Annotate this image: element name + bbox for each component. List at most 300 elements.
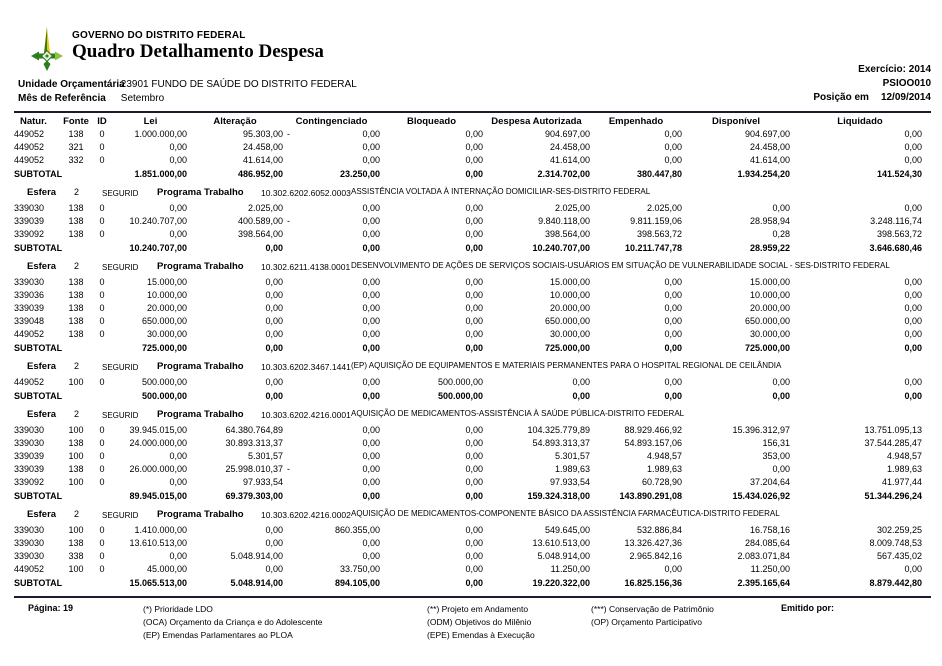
cell: 0 <box>99 451 105 461</box>
cell: 69.379.303,00 <box>225 491 283 501</box>
cell: 0,00 <box>904 391 922 401</box>
cell: 9.840.118,00 <box>538 216 590 226</box>
data-row <box>14 302 930 315</box>
data-row <box>14 524 930 537</box>
cell: 20.000,00 <box>749 303 790 313</box>
cell: 0,00 <box>362 142 380 152</box>
cell: 0,00 <box>169 155 187 165</box>
cell: 37.544.285,47 <box>864 438 922 448</box>
cell: 0,00 <box>664 343 682 353</box>
esfera-value: 2 <box>74 261 80 271</box>
programa-trabalho-code: 10.303.6202.3467.1441 <box>261 362 351 372</box>
cell: 0,00 <box>465 216 483 226</box>
cell: 0,00 <box>362 155 380 165</box>
cell: 15.000,00 <box>749 277 790 287</box>
cell: 339030 <box>14 538 45 548</box>
cell: 650.000,00 <box>744 316 790 326</box>
cell: 0,00 <box>265 391 283 401</box>
cell: 398.563,72 <box>636 229 682 239</box>
cell: 0,00 <box>465 316 483 326</box>
table-header-row <box>14 113 930 128</box>
cell: 398.563,72 <box>876 229 922 239</box>
column-header: Lei <box>143 116 158 127</box>
cell: 1.989,63 <box>554 464 590 474</box>
data-row <box>14 537 930 550</box>
cell: 15.434.026,92 <box>732 491 790 501</box>
negative-sign: - <box>287 216 290 226</box>
subtotal-label: SUBTOTAL <box>14 243 63 253</box>
cell: 88.929.466,92 <box>624 425 682 435</box>
esfera-row <box>14 403 930 424</box>
esfera-label: Esfera <box>27 187 57 198</box>
cell: 89.945.015,00 <box>129 491 187 501</box>
legend-item: (OP) Orçamento Participativo <box>591 617 703 627</box>
emitido-label: Emitido por: <box>781 603 834 613</box>
cell: 0,00 <box>465 129 483 139</box>
esfera-cell <box>14 181 930 202</box>
cell: 284.085,64 <box>744 538 790 548</box>
cell: 11.250,00 <box>750 564 790 574</box>
cell: 725.000,00 <box>544 343 590 353</box>
cell: 0,00 <box>362 290 380 300</box>
cell: 339039 <box>14 303 45 313</box>
cell: 0,00 <box>664 155 682 165</box>
cell: 2.025,00 <box>247 203 283 213</box>
legend-item: (EPE) Emendas à Execução <box>427 630 535 640</box>
cell: 339030 <box>14 203 45 213</box>
gdf-logo <box>30 26 64 77</box>
esfera-label: Esfera <box>27 409 57 420</box>
cell: 400.589,00 - <box>237 216 290 226</box>
cell: 0 <box>99 216 105 226</box>
cell: 0,00 <box>362 277 380 287</box>
column-header: Natur. <box>20 116 47 127</box>
cell: 339030 <box>14 277 45 287</box>
cell: 0 <box>99 277 105 287</box>
cell: 725.000,00 <box>744 343 790 353</box>
esfera-cell <box>14 503 930 524</box>
cell: 10.000,00 <box>549 290 590 300</box>
cell: 0,00 <box>169 551 187 561</box>
cell: 339039 <box>14 464 45 474</box>
cell: 0,00 <box>664 277 682 287</box>
posicao-line <box>813 92 931 103</box>
cell: 353,00 <box>762 451 790 461</box>
cell: 0,00 <box>465 277 483 287</box>
report-header <box>14 0 931 113</box>
cell: 0,00 <box>465 525 483 535</box>
plano-label: SEGURID <box>102 263 139 272</box>
cell: 104.325.779,89 <box>527 425 590 435</box>
cell: 904.697,00 <box>544 129 590 139</box>
cell: 138 <box>68 290 84 300</box>
cell: 23.250,00 <box>339 169 380 179</box>
esfera-label: Esfera <box>27 509 57 520</box>
data-row <box>14 424 930 437</box>
legend-item: (***) Conservação de Patrimônio <box>591 604 714 614</box>
cell: 28.958,94 <box>749 216 790 226</box>
cell: 138 <box>68 329 84 339</box>
cell: 13.610.513,00 <box>129 538 187 548</box>
column-header: Bloqueado <box>406 116 457 127</box>
cell: 24.000.000,00 <box>129 438 187 448</box>
esfera-cell <box>14 255 930 276</box>
data-row <box>14 437 930 450</box>
cell: 0,00 <box>362 491 380 501</box>
cell: 0,00 <box>465 343 483 353</box>
data-row <box>14 215 930 228</box>
data-row <box>14 289 930 302</box>
data-row <box>14 476 930 489</box>
cell: 0 <box>99 525 105 535</box>
cell: 54.893.313,37 <box>532 438 590 448</box>
cell: 339039 <box>14 216 45 226</box>
data-row <box>14 328 930 341</box>
cell: 0,00 <box>465 142 483 152</box>
cell: 5.301,57 <box>247 451 283 461</box>
cell: 100 <box>68 525 84 535</box>
cell: 143.890.291,08 <box>619 491 682 501</box>
cell: 0,00 <box>772 391 790 401</box>
cell: 725.000,00 <box>141 343 187 353</box>
cell: 339048 <box>14 316 45 326</box>
cell: 500.000,00 <box>437 377 483 387</box>
esfera-value: 2 <box>74 361 80 371</box>
cell: 5.048.914,00 <box>230 578 283 588</box>
cell: 0,00 <box>465 243 483 253</box>
cell: 2.395.165,64 <box>737 578 790 588</box>
cell: 138 <box>68 464 84 474</box>
data-row <box>14 376 930 389</box>
cell: 500.000,00 <box>141 391 187 401</box>
cell: 28.959,22 <box>749 243 790 253</box>
cell: 54.893.157,06 <box>624 438 682 448</box>
column-header: Disponível <box>711 116 761 127</box>
cell: 894.105,00 <box>334 578 380 588</box>
plano-label: SEGURID <box>102 363 139 372</box>
cell: 0,00 <box>572 391 590 401</box>
cell: 0,00 <box>465 155 483 165</box>
subtotal-row <box>14 241 930 255</box>
unidade-value: 23901 FUNDO DE SAÚDE DO DISTRITO FEDERAL <box>120 79 357 90</box>
cell: 339092 <box>14 229 45 239</box>
gdf-coat-of-arms-icon <box>30 26 64 72</box>
cell: 0,00 <box>362 303 380 313</box>
cell: 0,00 <box>465 203 483 213</box>
cell: 0,00 <box>265 303 283 313</box>
cell: 141.524,30 <box>876 169 922 179</box>
data-row <box>14 550 930 563</box>
cell: 0 <box>99 438 105 448</box>
subtotal-label: SUBTOTAL <box>14 491 63 501</box>
cell: 0,00 <box>904 155 922 165</box>
cell: 0,00 <box>169 451 187 461</box>
legend-item: (**) Projeto em Andamento <box>427 604 529 614</box>
cell: 0,00 <box>772 203 790 213</box>
cell: 159.324.318,00 <box>527 491 590 501</box>
cell: 37.204,64 <box>749 477 790 487</box>
cell: 30.000,00 <box>549 329 590 339</box>
cell: 100 <box>68 425 84 435</box>
cell: 0,00 <box>772 464 790 474</box>
cell: 30.000,00 <box>146 329 187 339</box>
esfera-cell <box>14 403 930 424</box>
cell: 449052 <box>14 564 45 574</box>
data-row <box>14 563 930 576</box>
cell: 0 <box>99 477 105 487</box>
cell: 0,00 <box>465 477 483 487</box>
cell: 0,28 <box>772 229 790 239</box>
cell: 0,00 <box>169 229 187 239</box>
column-header: Liquidado <box>837 116 883 127</box>
cell: 449052 <box>14 329 45 339</box>
report-footer <box>14 596 931 642</box>
cell: 449052 <box>14 142 45 152</box>
cell: 0,00 <box>904 290 922 300</box>
report-title: Quadro Detalhamento Despesa <box>72 41 324 62</box>
data-row <box>14 202 930 215</box>
programa-trabalho-label: Programa Trabalho <box>157 509 244 520</box>
cell: 39.945.015,00 <box>129 425 187 435</box>
data-row <box>14 154 930 167</box>
cell: 0 <box>99 538 105 548</box>
cell: 45.000,00 <box>146 564 187 574</box>
cell: 0,00 <box>465 425 483 435</box>
esfera-row <box>14 181 930 202</box>
cell: 0,00 <box>265 538 283 548</box>
cell: 11.250,00 <box>550 564 590 574</box>
cell: 13.751.095,13 <box>864 425 922 435</box>
cell: 0 <box>99 425 105 435</box>
negative-sign: - <box>287 129 290 139</box>
unidade-label: Unidade Orçamentária <box>18 79 125 90</box>
cell: 0,00 <box>362 464 380 474</box>
cell: 0,00 <box>362 229 380 239</box>
programa-trabalho-label: Programa Trabalho <box>157 261 244 272</box>
posicao-label: Posição em <box>813 92 869 103</box>
cell: 51.344.296,24 <box>864 491 922 501</box>
subtotal-label: SUBTOTAL <box>14 169 63 179</box>
esfera-value: 2 <box>74 509 80 519</box>
cell: 24.458,00 <box>242 142 283 152</box>
cell: 449052 <box>14 377 45 387</box>
programa-descricao: DESENVOLVIMENTO DE AÇÕES DE SERVIÇOS SOCIAIS-USUÁRIOS EM SITUAÇÃO DE VULNERABILIDADE SOCIAL - SES-DISTRITO FEDERAL <box>351 261 890 270</box>
page-value: 19 <box>63 603 74 613</box>
cell: 860.355,00 <box>334 525 380 535</box>
subtotal-label: SUBTOTAL <box>14 578 63 588</box>
cell: 100 <box>68 477 84 487</box>
esfera-value: 2 <box>74 409 80 419</box>
legend-item: (OCA) Orçamento da Criança e do Adolescente <box>143 617 323 627</box>
cell: 0,00 <box>664 316 682 326</box>
cell: 449052 <box>14 129 45 139</box>
cell: 0,00 <box>465 329 483 339</box>
programa-descricao: AQUISIÇÃO DE MEDICAMENTOS-COMPONENTE BÁSICO DA ASSISTÊNCIA FARMACÊUTICA-DISTRITO FEDERAL <box>351 509 780 518</box>
cell: 138 <box>68 316 84 326</box>
cell: 0,00 <box>904 129 922 139</box>
esfera-value: 2 <box>74 187 80 197</box>
cell: 13.610.513,00 <box>532 538 590 548</box>
subtotal-label: SUBTOTAL <box>14 391 63 401</box>
cell: 338 <box>68 551 84 561</box>
programa-descricao: (EP) AQUISIÇÃO DE EQUIPAMENTOS E MATERIAIS PERMANENTES PARA O HOSPITAL REGIONAL DE CEILÂNDIA <box>351 361 782 370</box>
cell: 0,00 <box>904 329 922 339</box>
cell: 20.000,00 <box>146 303 187 313</box>
government-name: GOVERNO DO DISTRITO FEDERAL <box>72 30 246 41</box>
cell: 5.048.914,00 <box>537 551 590 561</box>
cell: 321 <box>68 142 84 152</box>
expense-table <box>14 113 930 590</box>
cell: 339036 <box>14 290 45 300</box>
cell: 380.447,80 <box>636 169 682 179</box>
cell: 5.048.914,00 <box>230 551 283 561</box>
cell: 41.977,44 <box>881 477 922 487</box>
subtotal-label: SUBTOTAL <box>14 343 63 353</box>
cell: 0,00 <box>904 203 922 213</box>
cell: 0,00 <box>265 564 283 574</box>
cell: 15.000,00 <box>549 277 590 287</box>
cell: 20.000,00 <box>549 303 590 313</box>
mes-label: Mês de Referência <box>18 93 106 104</box>
cell: 0,00 <box>362 243 380 253</box>
cell: 0,00 <box>362 343 380 353</box>
cell: 24.458,00 <box>749 142 790 152</box>
programa-descricao: ASSISTÊNCIA VOLTADA À INTERNAÇÃO DOMICILIAR-SES-DISTRITO FEDERAL <box>351 187 651 196</box>
table-body <box>14 128 930 590</box>
cell: 33.750,00 <box>339 564 380 574</box>
cell: 0,00 <box>572 377 590 387</box>
cell: 16.825.156,36 <box>624 578 682 588</box>
cell: 0,00 <box>904 277 922 287</box>
cell: 0,00 <box>465 538 483 548</box>
cell: 0,00 <box>362 129 380 139</box>
esfera-row <box>14 355 930 376</box>
cell: 25.998.010,37 - <box>225 464 290 474</box>
mes-line <box>18 93 164 104</box>
cell: 100 <box>68 377 84 387</box>
cell: 0,00 <box>664 391 682 401</box>
cell: 138 <box>68 303 84 313</box>
cell: 0,00 <box>169 477 187 487</box>
data-row <box>14 276 930 289</box>
esfera-label: Esfera <box>27 261 57 272</box>
cell: 0 <box>99 129 105 139</box>
cell: 0,00 <box>465 229 483 239</box>
legend-item: (*) Prioridade LDO <box>143 604 213 614</box>
cell: 0,00 <box>465 564 483 574</box>
cell: 2.083.071,84 <box>737 551 790 561</box>
cell: 30.000,00 <box>749 329 790 339</box>
cell: 4.948,57 <box>646 451 682 461</box>
cell: 500.000,00 <box>141 377 187 387</box>
cell: 1.934.254,20 <box>737 169 790 179</box>
cell: 41.614,00 <box>749 155 790 165</box>
cell: 0,00 <box>904 564 922 574</box>
cell: 2.965.842,16 <box>629 551 682 561</box>
cell: 15.065.513,00 <box>129 578 187 588</box>
cell: 0,00 <box>362 377 380 387</box>
cell: 8.879.442,80 <box>869 578 922 588</box>
esfera-cell <box>14 355 930 376</box>
cell: 339030 <box>14 525 45 535</box>
cell: 0,00 <box>664 564 682 574</box>
cell: 449052 <box>14 155 45 165</box>
cell: 97.933,54 <box>549 477 590 487</box>
cell: 10.240.707,00 <box>129 243 187 253</box>
cell: 156,31 <box>762 438 790 448</box>
esfera-content <box>14 260 930 274</box>
cell: 138 <box>68 277 84 287</box>
cell: 486.952,00 <box>237 169 283 179</box>
page-number <box>14 603 143 613</box>
cell: 30.893.313,37 <box>225 438 283 448</box>
cell: 0 <box>99 303 105 313</box>
cell: 650.000,00 <box>141 316 187 326</box>
cell: 0,00 <box>265 277 283 287</box>
cell: 10.240.707,00 <box>532 243 590 253</box>
cell: 0,00 <box>664 142 682 152</box>
cell: 0,00 <box>362 538 380 548</box>
cell: 41.614,00 <box>549 155 590 165</box>
esfera-row <box>14 503 930 524</box>
cell: 0,00 <box>265 290 283 300</box>
cell: 15.396.312,97 <box>732 425 790 435</box>
cell: 0 <box>99 564 105 574</box>
cell: 1.989,63 <box>886 464 922 474</box>
cell: 0,00 <box>362 329 380 339</box>
cell: 3.248.116,74 <box>870 216 922 226</box>
cell: 100 <box>68 564 84 574</box>
cell: 10.000,00 <box>146 290 187 300</box>
cell: 0,00 <box>265 377 283 387</box>
cell: 339030 <box>14 551 45 561</box>
cell: 0,00 <box>772 377 790 387</box>
cell: 1.851.000,00 <box>134 169 187 179</box>
cell: 0,00 <box>265 343 283 353</box>
cell: 0,00 <box>265 316 283 326</box>
cell: 0,00 <box>265 525 283 535</box>
cell: 904.697,00 <box>744 129 790 139</box>
page-label: Página: <box>28 603 61 613</box>
column-header: Fonte <box>63 116 89 127</box>
plano-label: SEGURID <box>102 189 139 198</box>
cell: 13.326.427,36 <box>624 538 682 548</box>
cell: 4.948,57 <box>886 451 922 461</box>
cell: 1.000.000,00 <box>134 129 187 139</box>
cell: 339039 <box>14 451 45 461</box>
cell: 0 <box>99 203 105 213</box>
data-row <box>14 228 930 241</box>
programa-trabalho-code: 10.303.6202.4216.0001 <box>261 410 351 420</box>
esfera-row <box>14 255 930 276</box>
cell: 0,00 <box>904 377 922 387</box>
cell: 0,00 <box>362 438 380 448</box>
cell: 0 <box>99 142 105 152</box>
programa-trabalho-label: Programa Trabalho <box>157 409 244 420</box>
cell: 1.410.000,00 <box>134 525 187 535</box>
cell: 0,00 <box>362 391 380 401</box>
cell: 0,00 <box>664 303 682 313</box>
cell: 0,00 <box>664 129 682 139</box>
cell: 0,00 <box>664 329 682 339</box>
cell: 398.564,00 <box>544 229 590 239</box>
column-header: ID <box>97 116 107 127</box>
cell: 339092 <box>14 477 45 487</box>
unidade-line <box>18 79 357 90</box>
cell: 0,00 <box>904 142 922 152</box>
cell: 0,00 <box>362 551 380 561</box>
cell: 567.435,02 <box>876 551 922 561</box>
